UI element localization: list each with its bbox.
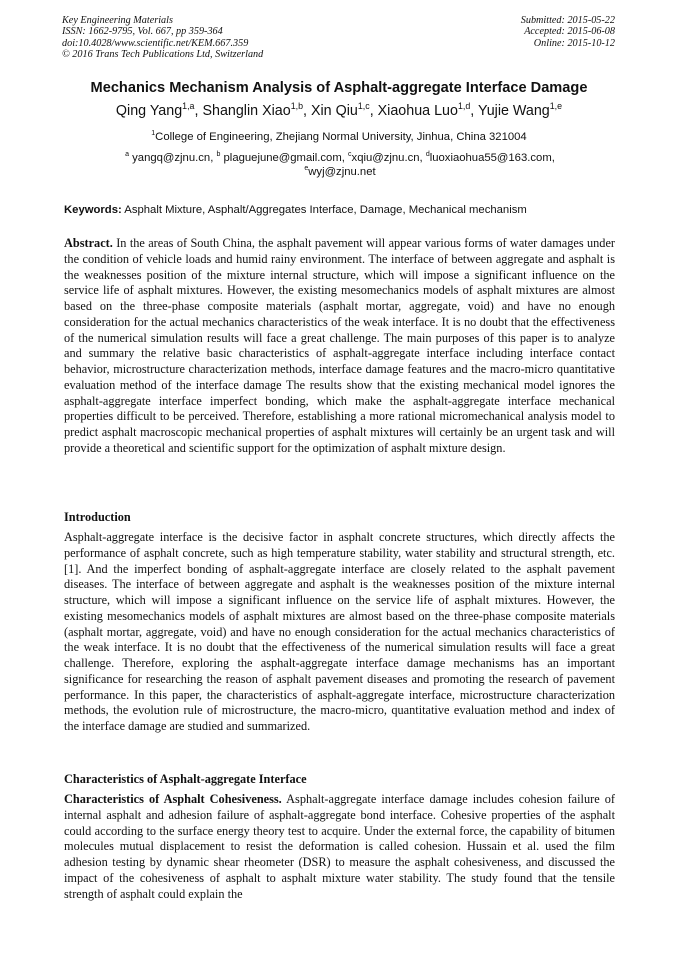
email — [304, 166, 375, 178]
paper-title: Mechanics Mechanism Analysis of Asphalt-aggregate Interface Damage — [90, 80, 588, 96]
email-mark: c — [348, 151, 352, 159]
author-separator: , — [303, 103, 311, 119]
author-separator: , — [369, 103, 378, 119]
journal-issn: ISSN: 1662-9795, Vol. 667, pp 359-364 — [62, 26, 223, 38]
keywords — [64, 203, 619, 217]
email-address: plaguejune@gmail.com, — [220, 152, 349, 164]
author-affiliation-mark: 1,e — [549, 101, 563, 112]
email-address: luoxiaohua55@163.com, — [429, 152, 555, 164]
author-separator: , — [470, 103, 478, 119]
cohesiveness-subheading: Characteristics of Asphalt Cohesiveness. — [64, 792, 282, 806]
journal-name: Key Engineering Materials — [62, 15, 173, 26]
affiliation-mark: 1 — [151, 130, 156, 138]
abstract-label: Abstract. — [64, 236, 113, 250]
author — [202, 103, 311, 119]
introduction-paragraph: Asphalt-aggregate interface is the decisive factor in asphalt concrete structures, which directly affects the performance of asphalt concrete, such as high temperature stability, water stability and structural strength, etc. [1]. And the imperfect bonding of asphalt-aggregate interface are closely related to the asphalt pavement diseases. The interface of between aggregate and asphalt is the weaknesses position of the mixture internal structure, which will impose a significant influence on the service life of asphalt mixtures. However, the existing mesomechanics models of asphalt mixtures are almost based on the three-phase composite materials (asphalt mortar, aggregate, void) and have no enough consideration for the actual mechanics characteristics of the weak interface. It is no doubt that the effectiveness of the numerical simulation results will face a great challenge. Therefore, exploring the asphalt-aggregate interface damage mechanisms has an important significance for researching the reason of asphalt pavement diseases and promoting the research of pavement performance. In this paper, the characteristics of asphalt-aggregate interface, microstructure characterization methods, the evolution rule of microstructure, the macro-micro, quantitative evaluation method and index of the interface damage are studied and summarized. — [64, 530, 615, 733]
author-affiliation-mark: 1,c — [357, 101, 370, 112]
author-emails — [60, 151, 620, 179]
abstract-text: In the areas of South China, the asphalt pavement will appear various forms of water damages under the condition of vehicle loads and humid rainy environment. The interface of between aggregate and asphalt is the weaknesses position of the mixture internal structure, which will impose a significant influence on the service life of asphalt mixtures. However, the existing mesomechanics models of asphalt mixtures are almost based on the three-phase composite materials (asphalt mortar, aggregate, void) and have no enough consideration for the actual mechanics characteristics of the weak interface. It is no doubt that the effectiveness of the numerical simulation results will face a great challenge. The main purposes of this paper is to analyze and summary the relative basic characteristics of asphalt-aggregate interface including interface contact behavior, microstructure characterization methods, interface damage features and the macro-micro quantitative evaluation method of the interface damage The results show that the existing mechanical model ignores the asphalt-aggregate interface imperfect bonding, which make the asphalt-aggregate interface mechanical properties difficult to be perceived. Therefore, establishing a more rational micromechanical analysis model to predict asphalt macroscopic mechanical properties of asphalt mixtures will certainly be an urgent task and will provide a theoretical and scientific support for the optimization of asphalt mixture design. — [64, 236, 615, 455]
keywords-text: Asphalt Mixture, Asphalt/Aggregates Interface, Damage, Mechanical mechanism — [121, 204, 527, 216]
journal-header-right — [521, 15, 615, 49]
abstract — [64, 236, 615, 457]
email — [125, 152, 216, 164]
author-name: Yujie Wang — [477, 103, 550, 119]
author — [116, 103, 203, 119]
submitted-date: Submitted: 2015-05-22 — [520, 15, 615, 26]
affiliation — [0, 130, 678, 144]
copyright-notice: © 2016 Trans Tech Publications Ltd, Switzerland — [62, 49, 264, 61]
cohesiveness-text: Asphalt-aggregate interface damage includes cohesion failure of internal asphalt and adhesion failure of asphalt-aggregate bond interface. Cohesive properties of the asphalt could according to the surface energy theory test to acquire. Under the external force, the capability of bitumen molecules mutual displacement to resist the deformation is called cohesion. Hussain et al. used the film adhesion testing by dynamic shear rheometer (DSR) to measure the asphalt cohesiveness, and discussed the impact of the cohesiveness of asphalt to asphalt mixture water stability. The study found that the tensile strength of asphalt could explain the — [64, 792, 615, 901]
email — [426, 152, 555, 164]
author-name: Qing Yang — [115, 103, 183, 119]
author-affiliation-mark: 1,d — [457, 101, 471, 112]
email — [216, 152, 348, 164]
email-mark: a — [125, 151, 130, 159]
author-name: Xin Qiu — [310, 103, 358, 119]
accepted-date: Accepted: 2015-06-08 — [524, 26, 615, 38]
email-mark: b — [216, 151, 221, 159]
author-name: Shanglin Xiao — [202, 103, 291, 119]
email-address: yangq@zjnu.cn, — [129, 152, 217, 164]
author-list — [0, 102, 678, 120]
author — [378, 103, 478, 119]
affiliation-text: College of Engineering, Zhejiang Normal University, Jinhua, China 321004 — [155, 131, 527, 143]
introduction-heading: Introduction — [64, 510, 131, 524]
journal-doi: doi:10.4028/www.scientific.net/KEM.667.359 — [62, 37, 249, 49]
author-affiliation-mark: 1,a — [182, 101, 195, 112]
author — [311, 103, 378, 119]
characteristics-paragraph — [64, 792, 615, 902]
author-name: Xiaohua Luo — [377, 103, 458, 119]
email-address: xqiu@zjnu.cn, — [351, 152, 426, 164]
email-mark: e — [304, 165, 309, 173]
author-affiliation-mark: 1,b — [290, 101, 304, 112]
journal-header-left — [62, 15, 263, 61]
author-separator: , — [194, 103, 203, 119]
online-date: Online: 2015-10-12 — [533, 37, 615, 49]
email-address: wyj@zjnu.net — [308, 166, 376, 178]
email-mark: d — [425, 151, 430, 159]
characteristics-heading: Characteristics of Asphalt-aggregate Interface — [64, 772, 307, 786]
author — [478, 103, 562, 119]
email — [348, 152, 426, 164]
keywords-label: Keywords: — [64, 204, 122, 216]
